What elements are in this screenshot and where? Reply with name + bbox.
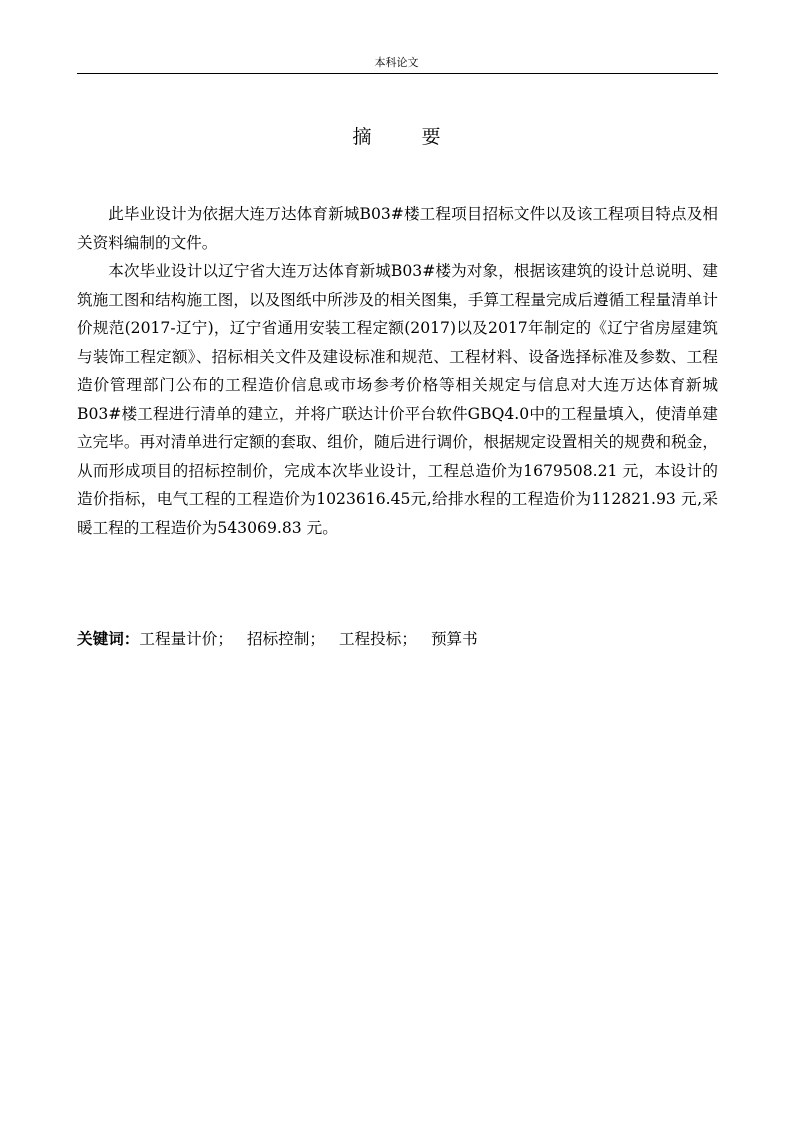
keyword-item: 预算书 — [430, 630, 478, 648]
keyword-item: 招标控制； — [246, 630, 325, 648]
keyword-item: 工程投标； — [338, 630, 417, 648]
keyword-item: 工程量计价； — [139, 630, 233, 648]
keywords-line — [77, 625, 718, 653]
abstract-title: 摘 要 — [352, 126, 463, 148]
abstract-paragraph-2: 本次毕业设计以辽宁省大连万达体育新城B03#楼为对象，根据该建筑的设计总说明、建筑施工图和结构施工图，以及图纸中所涉及的相关图集，手算工程量完成后遵循工程量清单计价规范(2017-辽宁)，辽宁省通用安装工程定额(2017)以及2017年制定的《辽宁省房屋建筑与装饰工程定额》、招标相关文件及建设标准和规范、工程材料、设备选择标准及参数、工程造价管理部门公布的工程造价信息或市场参考价格等相关规定与信息对大连万达体育新城B03#楼工程进行清单的建立，并将广联达计价平台软件GBQ4.0中的工程量填入，使清单建立完毕。再对清单进行定额的套取、组价，随后进行调价，根据规定设置相关的规费和税金，从而形成项目的招标控制价，完成本次毕业设计，工程总造价为1679508.21 元，本设计的造价指标，电气工程的工程造价为1023616.45元,给排水程的工程造价为112821.93 元,采暖工程的工程造价为543069.83 元。 — [77, 262, 718, 537]
running-header: 本科论文 — [374, 56, 419, 69]
abstract-body — [77, 200, 718, 542]
header-rule — [77, 73, 718, 74]
keywords-label: 关键词： — [77, 630, 140, 648]
abstract-paragraph-1: 此毕业设计为依据大连万达体育新城B03#楼工程项目招标文件以及该工程项目特点及相关资料编制的文件。 — [77, 205, 718, 252]
